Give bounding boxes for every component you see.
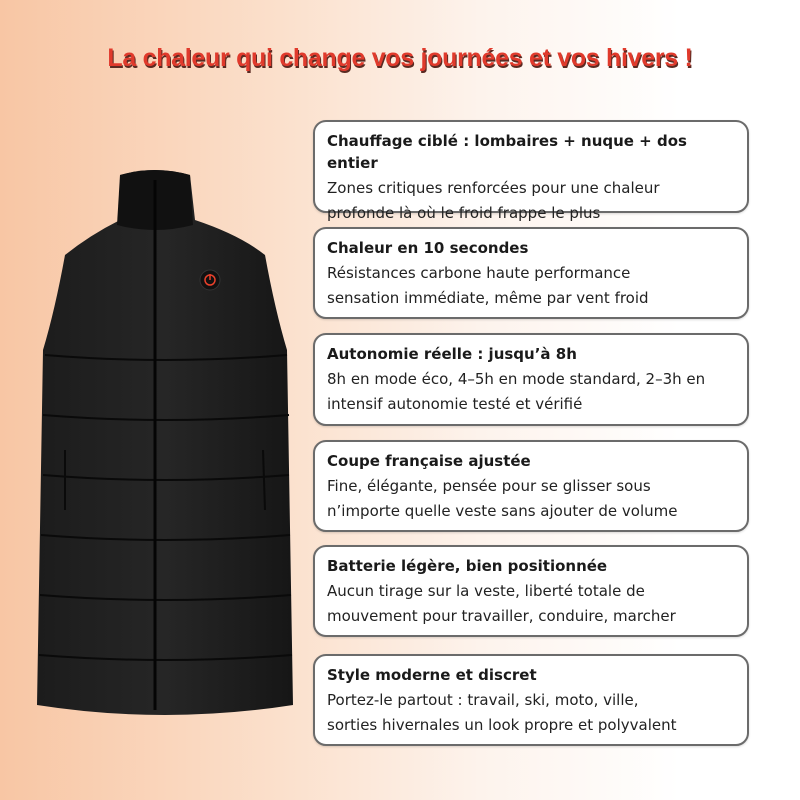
- feature-title: Autonomie réelle : jusqu’à 8h: [327, 345, 577, 363]
- feature-text: intensif autonomie testé et vérifié: [327, 395, 583, 413]
- feature-text: Aucun tirage sur la veste, liberté totale de: [327, 582, 645, 600]
- feature-title: Chaleur en 10 secondes: [327, 239, 529, 257]
- feature-card-fast-heat: [313, 227, 749, 319]
- feature-text: sorties hivernales un look propre et polyvalent: [327, 716, 677, 734]
- feature-card-fit: [313, 440, 749, 532]
- feature-text: profonde là où le froid frappe le plus: [327, 204, 601, 222]
- feature-text: Fine, élégante, pensée pour se glisser sous: [327, 477, 651, 495]
- feature-card-battery: [313, 545, 749, 637]
- feature-title: Chauffage ciblé : lombaires + nuque + dos entier: [327, 132, 687, 172]
- feature-card-autonomy: [313, 333, 749, 426]
- feature-title: Coupe française ajustée: [327, 452, 531, 470]
- feature-text: Zones critiques renforcées pour une chaleur: [327, 179, 660, 197]
- headline: La chaleur qui change vos journées et vos hivers !: [107, 44, 693, 72]
- feature-card-targeted-heating: [313, 120, 749, 222]
- feature-text: mouvement pour travailler, conduire, marcher: [327, 607, 676, 625]
- feature-text: sensation immédiate, même par vent froid: [327, 289, 649, 307]
- feature-text: Résistances carbone haute performance: [327, 264, 631, 282]
- heated-vest-image: [25, 150, 305, 725]
- feature-text: n’importe quelle veste sans ajouter de volume: [327, 502, 678, 520]
- feature-card-style: [313, 654, 749, 746]
- feature-title: Style moderne et discret: [327, 666, 537, 684]
- feature-title: Batterie légère, bien positionnée: [327, 557, 608, 575]
- feature-text: 8h en mode éco, 4–5h en mode standard, 2–3h en: [327, 370, 706, 388]
- power-button-icon: [200, 270, 220, 290]
- feature-text: Portez-le partout : travail, ski, moto, ville,: [327, 691, 639, 709]
